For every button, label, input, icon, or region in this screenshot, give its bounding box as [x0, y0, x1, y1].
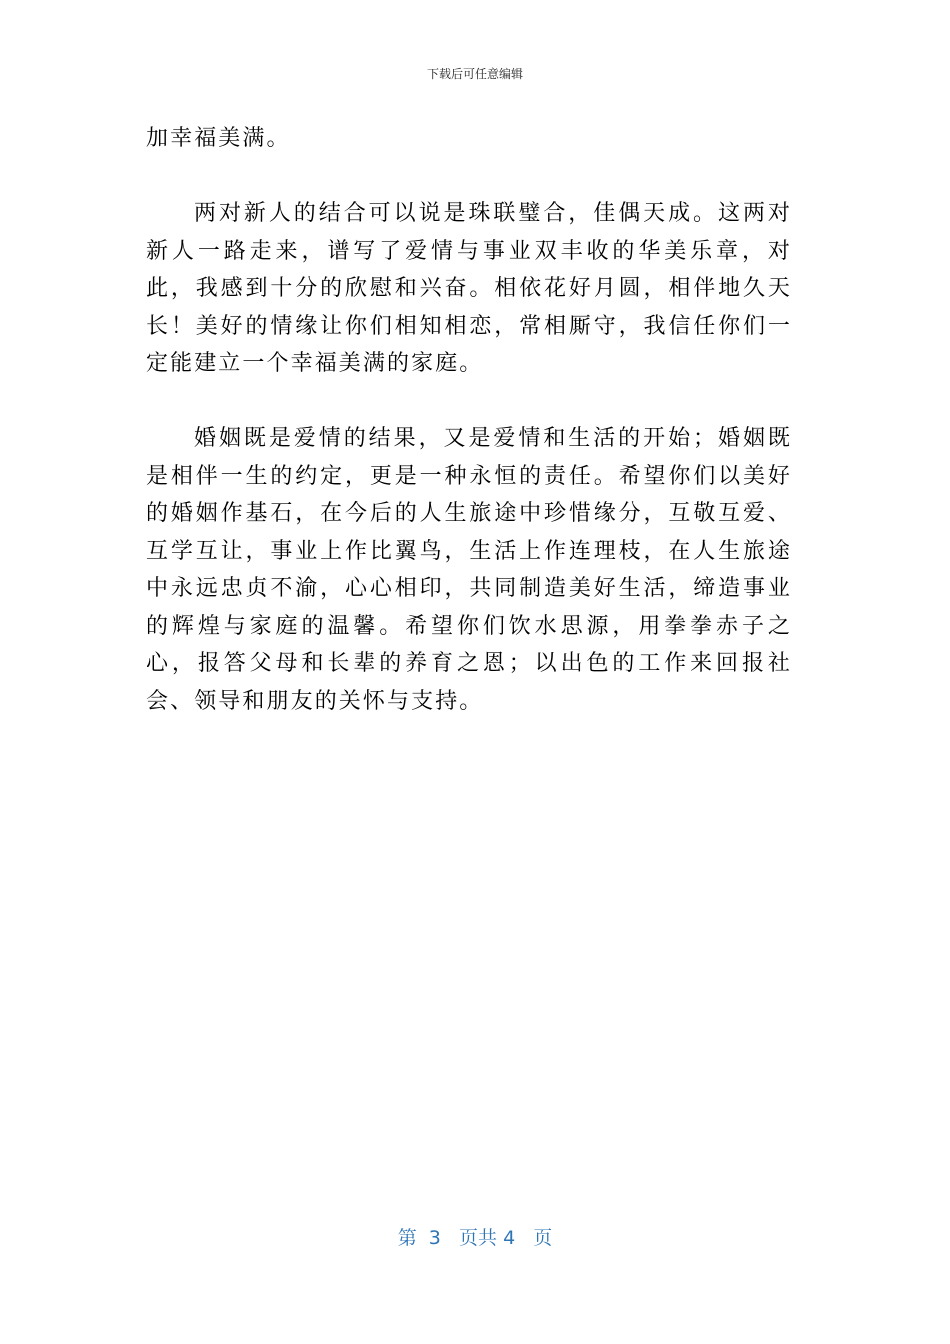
page-header: 下载后可任意编辑: [426, 67, 523, 81]
paragraph-continuation: 加幸福美满。: [146, 126, 291, 151]
footer-prefix: 第: [397, 1227, 417, 1249]
page-footer: [0, 1225, 950, 1251]
document-body: [146, 120, 792, 758]
footer-middle: 页共: [459, 1227, 498, 1249]
paragraph-couples: 两对新人的结合可以说是珠联璧合，佳偶天成。这两对新人一路走来，谱写了爱情与事业双丰收的华美乐章，对此，我感到十分的欣慰和兴奋。相依花好月圆，相伴地久天长！美好的情缘让你们相知相恋，常相厮守，我信任你们一定能建立一个幸福美满的家庭。: [146, 201, 792, 376]
footer-suffix: 页: [533, 1227, 553, 1249]
paragraph-marriage: 婚姻既是爱情的结果，又是爱情和生活的开始；婚姻既是相伴一生的约定，更是一种永恒的责任。希望你们以美好的婚姻作基石，在今后的人生旅途中珍惜缘分，互敬互爱、互学互让，事业上作比翼鸟，生活上作连理枝，在人生旅途中永远忠贞不渝，心心相印，共同制造美好生活，缔造事业的辉煌与家庭的温馨。希望你们饮水思源，用拳拳赤子之心，报答父母和长辈的养育之恩；以出色的工作来回报社会、领导和朋友的关怀与支持。: [146, 426, 792, 714]
footer-total-pages: 4: [503, 1227, 516, 1249]
footer-current-page: 3: [428, 1227, 441, 1249]
